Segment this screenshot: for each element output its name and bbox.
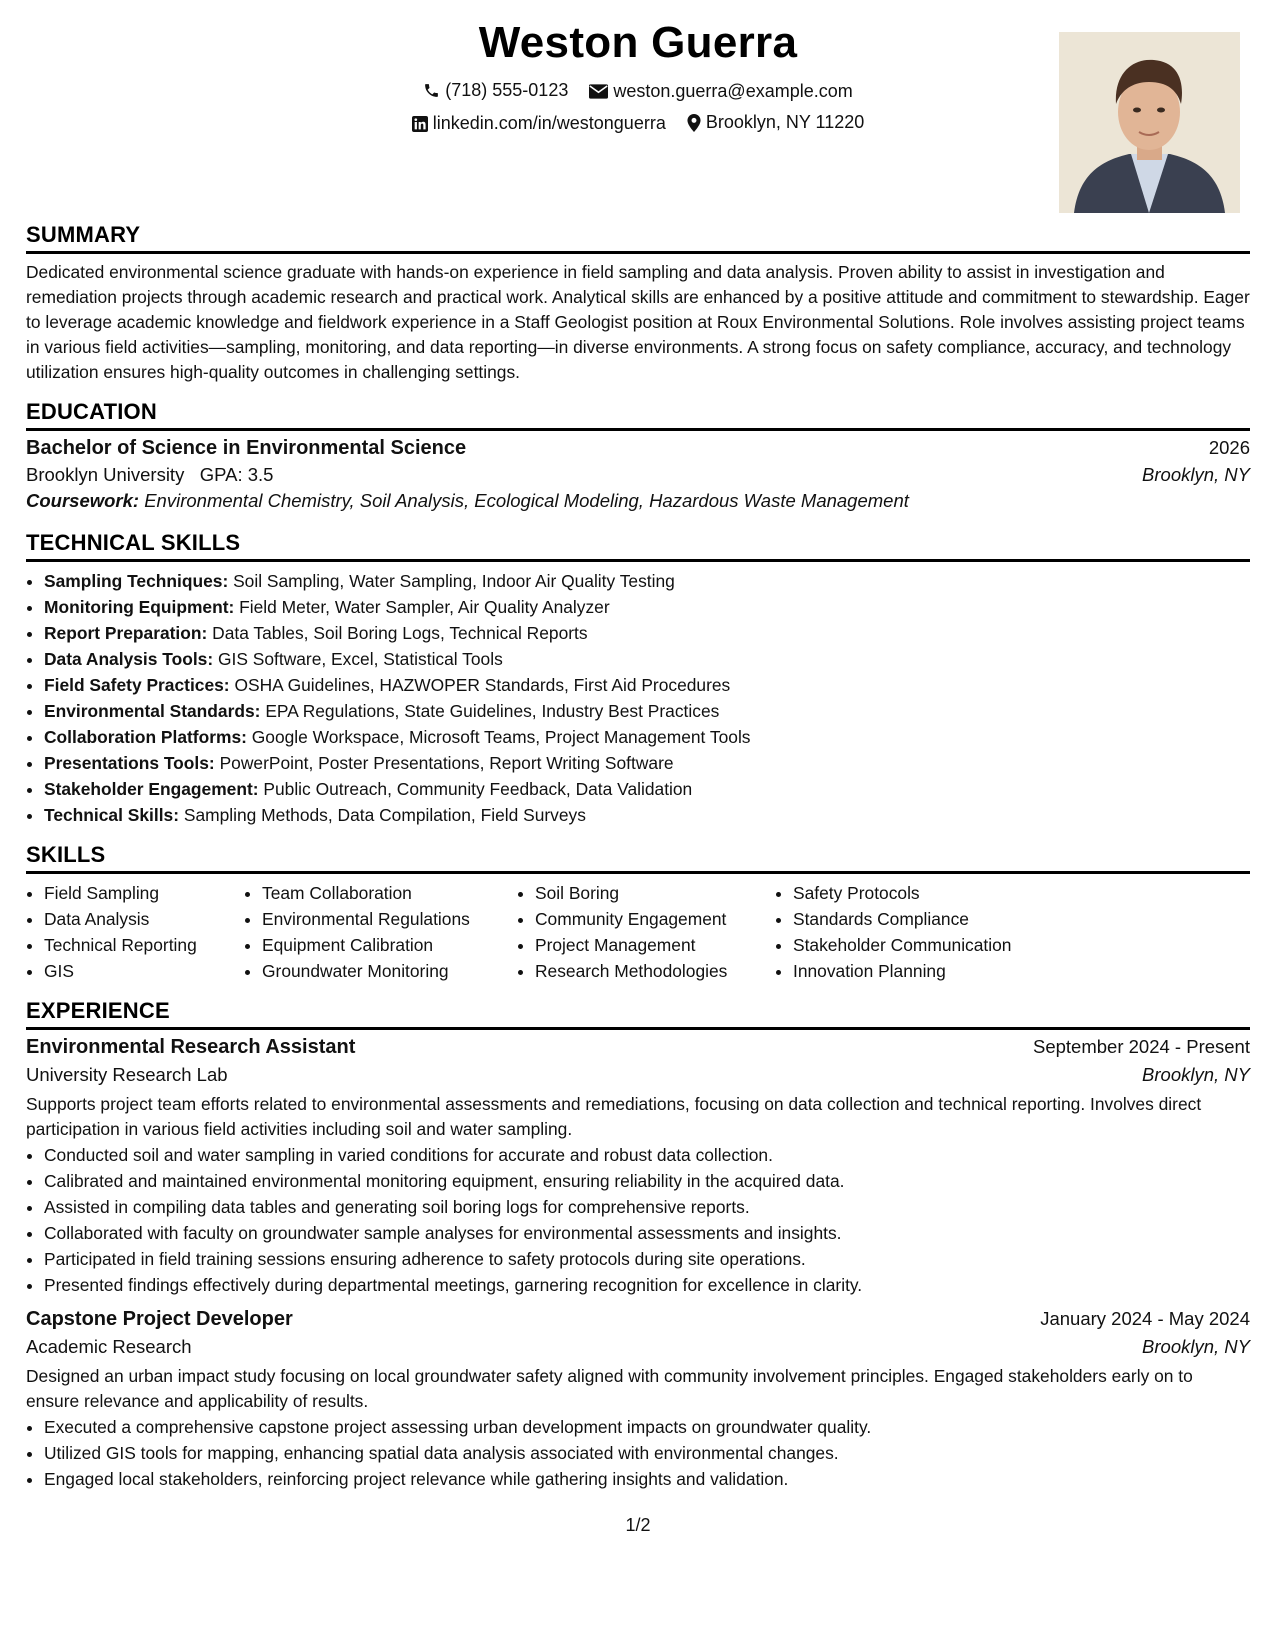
job-description: Designed an urban impact study focusing on local groundwater safety aligned with community involvement principles. Engaged stakeholders early on to ensure relevance and applicability of results. <box>26 1366 1193 1411</box>
email-text[interactable]: weston.guerra@example.com <box>613 81 853 101</box>
phone-text: (718) 555-0123 <box>445 80 569 100</box>
education-row-1 <box>26 437 1250 460</box>
list-item: • Collaborated with faculty on groundwater sample analyses for environmental assessments and insights. <box>44 1220 1250 1246</box>
list-item <box>44 776 1250 802</box>
profile-photo <box>1059 32 1240 213</box>
list-item: • Utilized GIS tools for mapping, enhancing spatial data analysis associated with environmental changes. <box>44 1440 1250 1466</box>
job-header <box>26 1036 1250 1059</box>
list-item: • Presented findings effectively during departmental meetings, garnering recognition for excellence in clarity. <box>44 1272 1250 1298</box>
list-item: • Environmental Regulations <box>262 906 517 932</box>
skill-value: Soil Sampling, Water Sampling, Indoor Air Quality Testing <box>233 571 675 591</box>
list-item: • Data Analysis <box>44 906 244 932</box>
list-item: • Team Collaboration <box>262 880 517 906</box>
list-item: • Project Management <box>535 932 775 958</box>
skill-label: Presentations Tools: <box>44 753 215 773</box>
list-item <box>44 698 1250 724</box>
list-item: • Standards Compliance <box>793 906 1053 932</box>
skill-value: EPA Regulations, State Guidelines, Industry Best Practices <box>265 701 720 721</box>
job-entry-2 <box>26 1308 1250 1492</box>
gpa: GPA: 3.5 <box>199 464 274 485</box>
job-header <box>26 1308 1250 1331</box>
skills-column-2 <box>244 880 517 984</box>
email-item[interactable] <box>589 81 852 102</box>
list-item: • Community Engagement <box>535 906 775 932</box>
skill-value: PowerPoint, Poster Presentations, Report Writing Software <box>219 753 674 773</box>
list-item: • Participated in field training sessions ensuring adherence to safety protocols during site operations. <box>44 1246 1250 1272</box>
job-title: Environmental Research Assistant <box>26 1036 356 1058</box>
skill-value: OSHA Guidelines, HAZWOPER Standards, First Aid Procedures <box>234 675 731 695</box>
coursework-line <box>26 490 1250 512</box>
list-item <box>44 750 1250 776</box>
job-org: University Research Lab <box>26 1064 228 1085</box>
job-bullets <box>26 1142 1250 1298</box>
job-location: Brooklyn, NY <box>1142 1064 1250 1085</box>
skill-label: Monitoring Equipment: <box>44 597 235 617</box>
skill-label: Report Preparation: <box>44 623 208 643</box>
experience-heading: EXPERIENCE <box>26 998 1250 1030</box>
technical-skills-section <box>26 530 1250 828</box>
job-bullets <box>26 1414 1250 1492</box>
list-item <box>44 646 1250 672</box>
list-item: • GIS <box>44 958 244 984</box>
list-item: • Technical Reporting <box>44 932 244 958</box>
degree-title: Bachelor of Science in Environmental Science <box>26 437 467 459</box>
list-item <box>44 568 1250 594</box>
school-line <box>26 464 273 486</box>
phone-item <box>423 80 568 101</box>
list-item <box>44 620 1250 646</box>
list-item: • Equipment Calibration <box>262 932 517 958</box>
list-item: • Calibrated and maintained environmental monitoring equipment, ensuring reliability in the acquired data. <box>44 1168 1250 1194</box>
list-item: • Soil Boring <box>535 880 775 906</box>
skills-column-3 <box>517 880 775 984</box>
job-dates: January 2024 - May 2024 <box>1040 1308 1250 1329</box>
skill-label: Environmental Standards: <box>44 701 261 721</box>
list-item: • Engaged local stakeholders, reinforcing project relevance while gathering insights and validation. <box>44 1466 1250 1492</box>
skills-heading: SKILLS <box>26 842 1250 874</box>
skill-value: Field Meter, Water Sampler, Air Quality Analyzer <box>239 597 610 617</box>
skills-column-1 <box>26 880 244 984</box>
summary-section <box>26 222 1250 385</box>
skill-value: Sampling Methods, Data Compilation, Field Surveys <box>183 805 586 825</box>
list-item <box>44 672 1250 698</box>
list-item: • Innovation Planning <box>793 958 1053 984</box>
skill-label: Sampling Techniques: <box>44 571 229 591</box>
school-name: Brooklyn University <box>26 464 185 485</box>
skills-column-4 <box>775 880 1053 984</box>
job-description: Supports project team efforts related to environmental assessments and remediations, focusing on data collection and technical reporting. Involves direct participation in various field activities including soil and water sampling. <box>26 1094 1202 1139</box>
graduation-year: 2026 <box>1208 437 1250 458</box>
education-section <box>26 399 1250 512</box>
skills-grid <box>26 880 1250 984</box>
education-row-2 <box>26 464 1250 486</box>
job-entry-1 <box>26 1036 1250 1298</box>
job-location: Brooklyn, NY <box>1142 1336 1250 1357</box>
coursework-label: Coursework: <box>26 490 140 511</box>
skill-label: Data Analysis Tools: <box>44 649 214 669</box>
job-dates: September 2024 - Present <box>1033 1036 1250 1057</box>
list-item <box>44 724 1250 750</box>
list-item: • Safety Protocols <box>793 880 1053 906</box>
linkedin-text[interactable]: linkedin.com/in/westonguerra <box>432 113 666 133</box>
list-item: • Stakeholder Communication <box>793 932 1053 958</box>
technical-skills-list <box>26 568 1250 828</box>
location-item <box>687 112 864 133</box>
skills-section <box>26 842 1250 984</box>
skill-value: Google Workspace, Microsoft Teams, Project Management Tools <box>251 727 751 747</box>
envelope-icon <box>589 84 608 99</box>
job-org: Academic Research <box>26 1336 192 1357</box>
list-item <box>44 802 1250 828</box>
summary-heading: SUMMARY <box>26 222 1250 254</box>
education-heading: EDUCATION <box>26 399 1250 431</box>
skill-value: Data Tables, Soil Boring Logs, Technical Reports <box>212 623 588 643</box>
location-text: Brooklyn, NY 11220 <box>705 112 865 132</box>
summary-text: Dedicated environmental science graduate with hands-on experience in field sampling and data analysis. Proven ability to assist in investigation and remediation projects through academic research and practical work. Analytical skills are enhanced by a positive attitude and commitment to stewardship. Eager to leverage academic knowledge and fieldwork experience in a Staff Geologist position at Roux Environmental Solutions. Role involves assisting project teams in various field activities—sampling, monitoring, and data reporting—in diverse environments. A strong focus on safety compliance, accuracy, and technology utilization ensures high-quality outcomes in challenging settings. <box>26 262 1250 382</box>
job-subheader <box>26 1336 1250 1358</box>
page-number: 1/2 <box>625 1515 651 1535</box>
list-item: • Assisted in compiling data tables and generating soil boring logs for comprehensive reports. <box>44 1194 1250 1220</box>
resume-page <box>26 0 1250 1535</box>
skill-label: Field Safety Practices: <box>44 675 230 695</box>
skill-value: GIS Software, Excel, Statistical Tools <box>217 649 503 669</box>
school-location: Brooklyn, NY <box>1142 464 1250 485</box>
candidate-name: Weston Guerra <box>478 18 798 67</box>
list-item: • Research Methodologies <box>535 958 775 984</box>
skill-value: Public Outreach, Community Feedback, Data Validation <box>263 779 693 799</box>
list-item <box>44 594 1250 620</box>
coursework-list: Environmental Chemistry, Soil Analysis, Ecological Modeling, Hazardous Waste Management <box>144 490 909 511</box>
linkedin-item[interactable] <box>412 113 666 134</box>
job-title: Capstone Project Developer <box>26 1308 293 1330</box>
skill-label: Stakeholder Engagement: <box>44 779 259 799</box>
list-item: • Executed a comprehensive capstone project assessing urban development impacts on groundwater quality. <box>44 1414 1250 1440</box>
skill-label: Technical Skills: <box>44 805 179 825</box>
phone-icon <box>423 82 440 99</box>
map-pin-icon <box>687 114 701 132</box>
list-item: • Conducted soil and water sampling in varied conditions for accurate and robust data collection. <box>44 1142 1250 1168</box>
resume-header <box>26 0 1250 222</box>
job-subheader <box>26 1064 1250 1086</box>
skill-label: Collaboration Platforms: <box>44 727 247 747</box>
technical-skills-heading: TECHNICAL SKILLS <box>26 530 1250 562</box>
experience-section <box>26 998 1250 1492</box>
list-item: • Groundwater Monitoring <box>262 958 517 984</box>
list-item: • Field Sampling <box>44 880 244 906</box>
linkedin-icon <box>412 116 428 132</box>
